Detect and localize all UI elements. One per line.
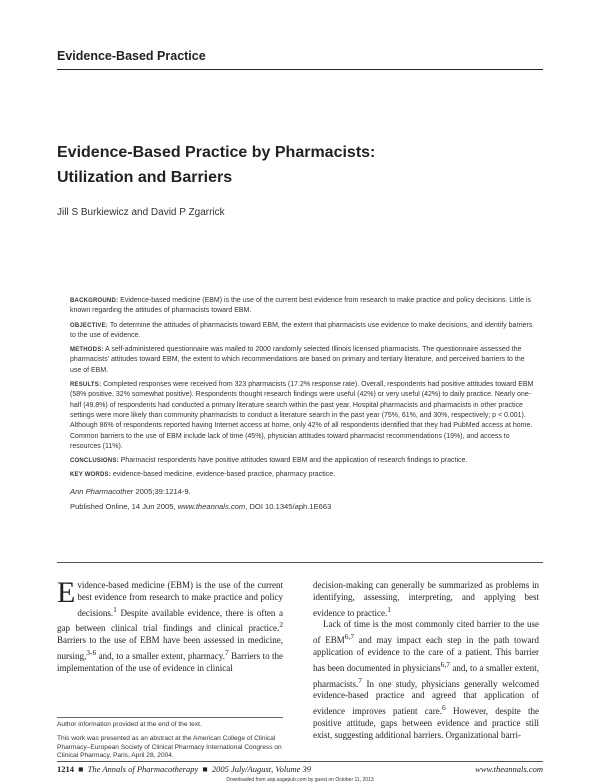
page-footer bbox=[57, 764, 543, 774]
reference-marker: 7 bbox=[358, 675, 362, 685]
download-note: Downloaded from aop.sagepub.com by guest on October 11, 2013 bbox=[226, 777, 374, 783]
background-text: Evidence-based medicine (EBM) is the use of the current best evidence from research to make practice and policy decisions. Little is known regarding the attitudes of pharmacists toward EBM. bbox=[70, 297, 532, 315]
abstract-conclusions bbox=[70, 456, 536, 466]
reference-marker: 6,7 bbox=[344, 632, 355, 642]
section-label: Evidence-Based Practice bbox=[57, 49, 206, 63]
abstract-results bbox=[70, 380, 536, 452]
title-line-1: Evidence-Based Practice by Pharmacists: bbox=[57, 144, 376, 161]
article-title bbox=[57, 140, 375, 190]
body-column-left bbox=[57, 576, 283, 675]
methods-label: METHODS: bbox=[70, 347, 104, 354]
citation-rest: 2005;39:1214-9. bbox=[135, 486, 191, 496]
authors: Jill S Burkiewicz and David P Zgarrick bbox=[57, 207, 225, 218]
reference-marker: 3-6 bbox=[86, 647, 97, 657]
reference-marker: 6,7 bbox=[440, 659, 450, 669]
body-paragraph-1-cont bbox=[313, 580, 539, 619]
methods-text: A self-administered questionnaire was mailed to 2000 randomly selected Illinois licensed pharmacists. The questionnaire assessed the pharmacists' attitudes toward EBM, the extent to which recommendations are based on primary and tertiary literature, and perceived barriers to the use of EBM. bbox=[70, 346, 525, 374]
reference-marker: 1 bbox=[113, 604, 117, 614]
reference-marker: 7 bbox=[224, 647, 229, 657]
reference-marker: 1 bbox=[387, 604, 391, 614]
body-text: Barriers to the implementation of the use of evidence in clinical bbox=[57, 650, 283, 673]
issue-info: 2005 July/August, Volume 39 bbox=[211, 764, 312, 774]
body-text: and, to a smaller extent, pharmacists. bbox=[313, 662, 539, 689]
abstract bbox=[70, 296, 536, 518]
background-label: BACKGROUND: bbox=[70, 298, 119, 304]
abstract-background bbox=[70, 296, 536, 317]
objective-text: To determine the attitudes of pharmacists toward EBM, the extent that pharmacists use evidence to make decisions, and identify barriers to the use of evidence. bbox=[70, 321, 533, 339]
bullet-icon: ■ bbox=[202, 764, 208, 774]
footnote-rule bbox=[57, 717, 283, 718]
abstract-objective bbox=[70, 321, 536, 342]
published-prefix: Published Online, 14 Jun 2005, bbox=[70, 502, 176, 512]
body-column-right bbox=[313, 580, 539, 742]
body-paragraph-1 bbox=[57, 576, 283, 675]
abstract-keywords bbox=[70, 470, 536, 480]
published-doi: , DOI 10.1345/aph.1E663 bbox=[245, 502, 332, 512]
body-text: decision-making can generally be summarized as problems in identifying, assessing, interpreting, and applying best evidence to practice. bbox=[313, 580, 539, 618]
published-site-link[interactable]: www.theannals.com bbox=[177, 502, 246, 512]
body-text: and may impact each step in the path toward application of evidence to the care of a patient. This barrier has been documented in physicians bbox=[313, 635, 539, 673]
abstract-rule bbox=[57, 562, 543, 563]
reference-marker: 2 bbox=[279, 620, 283, 630]
header-rule bbox=[57, 69, 543, 70]
conclusions-text: Pharmacist respondents have positive attitudes toward EBM and the application of research findings to practice. bbox=[120, 457, 468, 465]
body-text: and, to a smaller extent, pharmacy. bbox=[96, 650, 225, 661]
body-paragraph-2 bbox=[313, 619, 539, 741]
footnote-presented: This work was presented as an abstract at the American College of Clinical Pharmacy–European Society of Clinical Pharmacy International Congress on Clinical Pharmacy, Paris, April 28, 2004. bbox=[57, 735, 282, 760]
results-text: Completed responses were received from 323 pharmacists (17.2% response rate). Overall, respondents had positive attitudes toward EBM (58% positive, 32% somewhat positive). Respondents thought research findings were useful (42%) or very useful (42%) to daily practice. Nearly one-half (49.8%) of respondents had conducted a primary literature search within the past year. Hospital pharmacists and pharmacists in other practice settings were more likely than community pharmacists to conduct a literature search in the past year (75%, 61%, and 30%, respectively; p < 0.001). Although 86% of respondents reported having Internet access at home, only 42% of all respondents identified that they had PubMed access at home. Common barriers to the use of EBM include lack of time (45%), physician attitudes toward pharmacist recommendations (19%), and access to resources (11%). bbox=[70, 381, 534, 450]
body-text: In one study, physicians generally welcomed evidence-based practice and agreed that application of evidence improves patient care. bbox=[313, 678, 539, 717]
conclusions-label: CONCLUSIONS: bbox=[70, 458, 119, 465]
page-number: 1214 bbox=[57, 764, 74, 774]
published-online bbox=[70, 502, 536, 512]
citation bbox=[70, 487, 536, 497]
title-line-2: Utilization and Barriers bbox=[57, 169, 233, 186]
body-text: However, despite the positive attitude, gaps between evidence and practice still exist, suggesting additional barriers. Organizational barri- bbox=[313, 706, 539, 740]
drop-cap: E bbox=[57, 576, 76, 609]
footer-left bbox=[57, 764, 311, 774]
body-text: Despite available evidence, there is often a gap between clinical trial findings and clinical practice. bbox=[57, 607, 283, 634]
reference-marker: 6 bbox=[442, 703, 446, 713]
objective-label: OBJECTIVE: bbox=[70, 322, 109, 329]
body-text: vidence-based medicine (EBM) is the use of the current best evidence from research to make practice and policy decisions. bbox=[77, 580, 283, 618]
footer-site-link[interactable]: www.theannals.com bbox=[475, 764, 543, 774]
abstract-methods bbox=[70, 345, 536, 376]
bullet-icon: ■ bbox=[78, 764, 84, 774]
footnote-author-info: Author information provided at the end of the text. bbox=[57, 721, 202, 728]
body-text: Lack of time is the most commonly cited barrier to the use of EBM bbox=[313, 619, 539, 646]
journal-name: The Annals of Pharmacotherapy bbox=[87, 764, 199, 774]
keywords-label: KEY WORDS: bbox=[70, 472, 111, 479]
footer-rule bbox=[57, 761, 543, 762]
body-text: Barriers to the use of EBM have been assessed in medicine, nursing, bbox=[57, 635, 283, 661]
keywords-text: evidence-based medicine, evidence-based practice, pharmacy practice. bbox=[112, 471, 336, 479]
results-label: RESULTS: bbox=[70, 382, 102, 389]
citation-journal: Ann Pharmacother bbox=[70, 486, 134, 496]
